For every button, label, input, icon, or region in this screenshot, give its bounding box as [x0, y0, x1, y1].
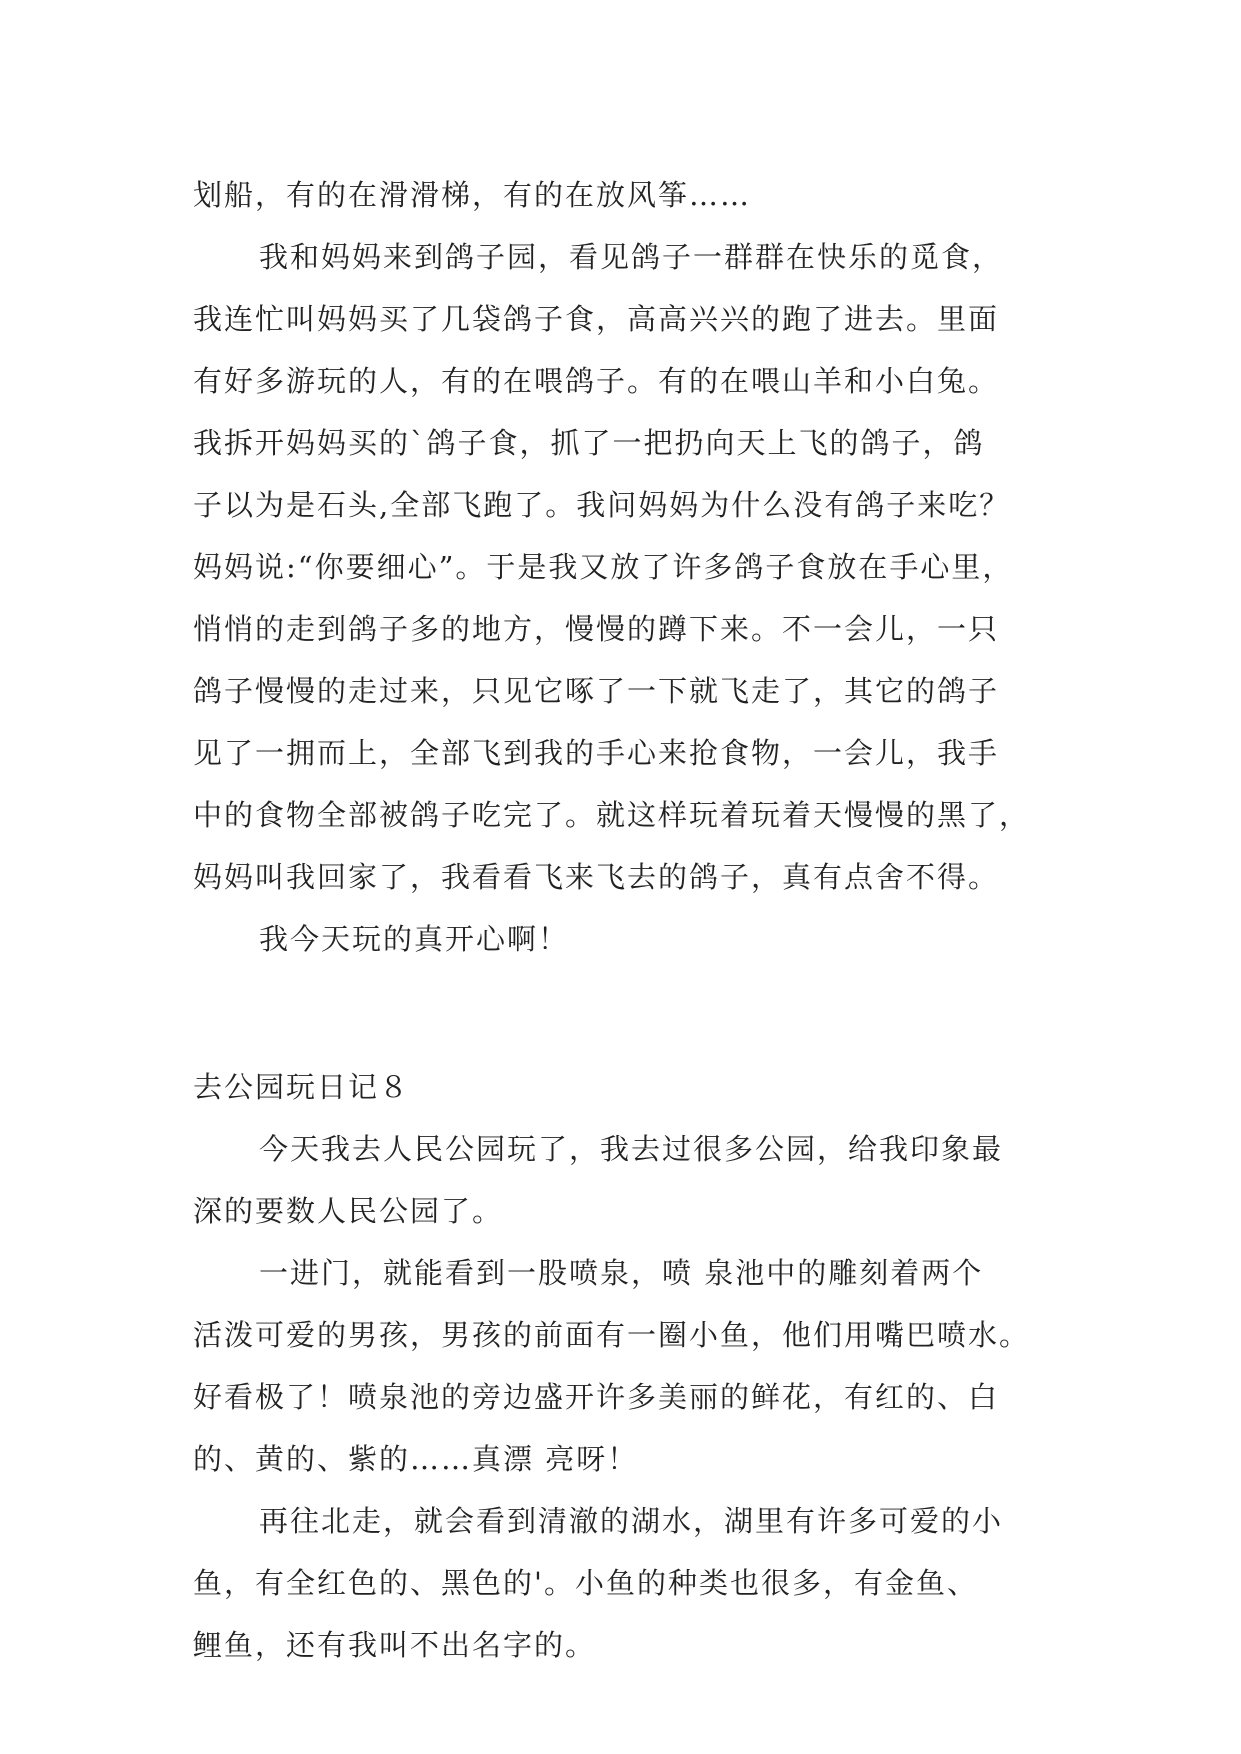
- text-line: 深的要数人民公园了。: [193, 1194, 504, 1228]
- text-line: 活泼可爱的男孩，男孩的前面有一圈小鱼，他们用嘴巴喷水。: [193, 1318, 1031, 1352]
- paragraph-start: 我和妈妈来到鸽子园，看见鸽子一群群在快乐的觅食，: [259, 240, 1004, 274]
- text-line: 鲤鱼，还有我叫不出名字的。: [193, 1628, 597, 1662]
- paragraph-start: 今天我去人民公园玩了，我去过很多公园，给我印象最: [259, 1132, 1004, 1166]
- text-line: 见了一拥而上，全部飞到我的手心来抢食物，一会儿，我手: [193, 736, 1000, 770]
- section-title: 去公园玩日记８: [193, 1070, 411, 1104]
- text-line: 好看极了！喷泉池的旁边盛开许多美丽的鲜花，有红的、白: [193, 1380, 1000, 1414]
- text-line: 我拆开妈妈买的`鸽子食，抓了一把扔向天上飞的鸽子，鸽: [193, 426, 985, 460]
- paragraph-start: 再往北走，就会看到清澈的湖水，湖里有许多可爱的小: [259, 1504, 1004, 1538]
- paragraph-start: 一进门，就能看到一股喷泉，喷 泉池中的雕刻着两个: [259, 1256, 984, 1290]
- text-line: 鸽子慢慢的走过来，只见它啄了一下就飞走了，其它的鸽子: [193, 674, 1000, 708]
- text-line: 鱼，有全红色的、黑色的'。小鱼的种类也很多，有金鱼、: [193, 1566, 978, 1600]
- text-line: 划船，有的在滑滑梯，有的在放风筝……: [193, 178, 752, 212]
- text-line: 悄悄的走到鸽子多的地方，慢慢的蹲下来。不一会儿，一只: [193, 612, 1000, 646]
- text-line: 妈妈叫我回家了，我看看飞来飞去的鸽子，真有点舍不得。: [193, 860, 1000, 894]
- paragraph-start: 我今天玩的真开心啊！: [259, 922, 570, 956]
- text-line: 中的食物全部被鸽子吃完了。就这样玩着玩着天慢慢的黑了，: [193, 798, 1031, 832]
- document-body: [193, 164, 1063, 1676]
- text-line: 我连忙叫妈妈买了几袋鸽子食，高高兴兴的跑了进去。里面: [193, 302, 1000, 336]
- text-line: 子以为是石头,全部飞跑了。我问妈妈为什么没有鸽子来吃？: [193, 488, 1011, 522]
- text-line: 妈妈说:“你要细心”。于是我又放了许多鸽子食放在手心里，: [193, 550, 1014, 584]
- section-gap: [193, 970, 1063, 1056]
- text-line: 有好多游玩的人，有的在喂鸽子。有的在喂山羊和小白兔。: [193, 364, 1000, 398]
- text-line: 的、黄的、紫的……真漂 亮呀！: [193, 1442, 639, 1476]
